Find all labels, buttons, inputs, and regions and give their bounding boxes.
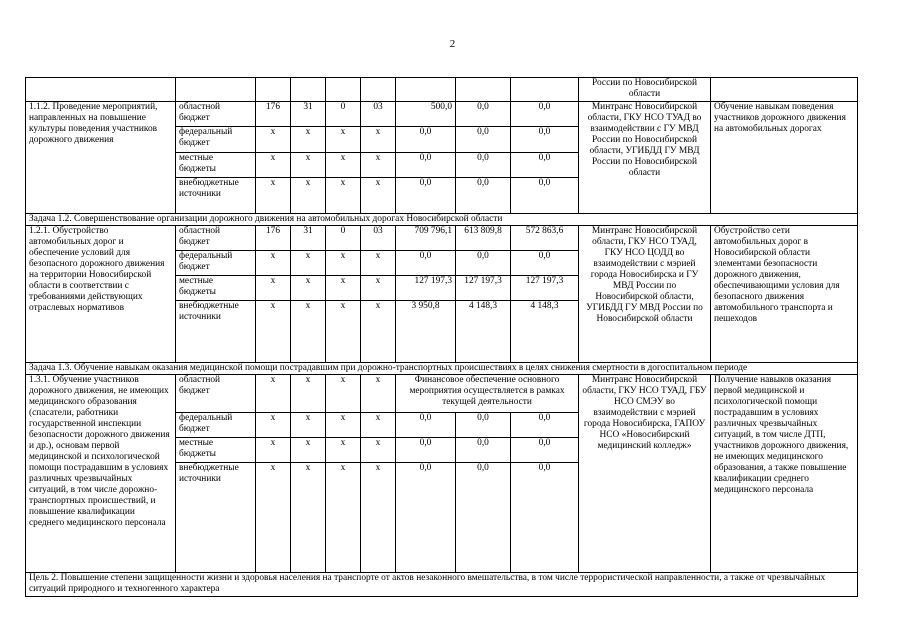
task-row	[26, 363, 858, 375]
executor-cell: Минтранс Новосибирской области, ГКУ НСО ТУАД во взаимодействии с ГУ МВД России по Новосибирской области, УГИБДД ГУ МВД России по Новосибирской области	[579, 102, 711, 214]
goal-heading: Цель 2. Повышение степени защищенности жизни и здоровья населения на транспорте от актов незаконного вмешательства, в том числе террористической направленности, а также от чрезвычайных ситуаций природного и техногенного характера	[26, 573, 858, 597]
table-row: внебюджетные источники x x x x 0,0 0,0 0,0	[26, 463, 858, 573]
table-row: федеральный бюджет x x x x 0,0 0,0 0,0	[26, 413, 858, 438]
measure-name: 1.1.2. Проведение мероприятий, направленных на повышение культуры поведения участников дорожного движения	[26, 102, 176, 214]
table-row: внебюджетные источники x x x x 3 950,8 4 148,3 4 148,3	[26, 301, 858, 363]
result-cell: Обучение навыкам поведения участников дорожного движения на автомобильных дорогах	[711, 102, 858, 214]
executor-cell: России по Новосибирской области	[579, 78, 711, 102]
task-heading: Задача 1.2. Совершенствование организации дорожного движения на автомобильных дорогах Новосибирской области	[26, 214, 858, 226]
table-row: местные бюджеты x x x x 127 197,3 127 197,3 127 197,3	[26, 276, 858, 301]
table-row: федеральный бюджет x x x x 0,0 0,0 0,0	[26, 251, 858, 276]
table-row: 1.3.1. Обучение участников дорожного движения, не имеющих медицинского образования (спасатели, работники государственной инспекции безопасности дорожного движения и др.), основам первой медицинской и психологической помощи пострадавшим в условиях различных чрезвычайных ситуаций, в том числе дорожно-транспортных происшествий, и повышение квалификации среднего медицинского персонала областной бюджет x x x x Финансовое обеспечение основного мероприятия осуществляется в рамках текущей деятельности Минтранс Новосибирской области, ГКУ НСО ТУАД, ГБУ НСО СМЭУ во взаимодействии с мэрией города Новосибирска, ГАПОУ НСО «Новосибирский медицинский колледж» Получение навыков оказания первой медицинской и психологической помощи пострадавшим в условиях различных чрезвычайных ситуаций, в том числе ДТП, участников дорожного движения, не имеющих медицинского образования, а также повышение квалификации среднего медицинского персонала	[26, 375, 858, 413]
table-row: федеральный бюджет x x x x 0,0 0,0 0,0	[26, 127, 858, 153]
measure-name: 1.2.1. Обустройство автомобильных дорог и обеспечение условий для безопасного дорожного движения на территории Новосибирской области в соответствии с требованиями действующих отраслевых нормативов	[26, 226, 176, 363]
task-row	[26, 214, 858, 226]
result-cell: Обустройство сети автомобильных дорог в Новосибирской области элементами безопасности дорожного движения, обеспечивающими условия для безопасного движения автомобильного транспорта и пешеходов	[711, 226, 858, 363]
executor-cell: Минтранс Новосибирской области, ГКУ НСО ТУАД, ГКУ НСО ЦОДД во взаимодействии с мэрией города Новосибирска и ГУ МВД России по Новосибирской области, УГИБДД ГУ МВД России по Новосибирской области	[579, 226, 711, 363]
goal-row	[26, 573, 858, 597]
measure-name: 1.3.1. Обучение участников дорожного движения, не имеющих медицинского образования (спасатели, работники государственной инспекции безопасности дорожного движения и др.), основам первой медицинской и психологической помощи пострадавшим в условиях различных чрезвычайных ситуаций, в том числе дорожно-транспортных происшествий, и повышение квалификации среднего медицинского персонала	[26, 375, 176, 573]
table-row: внебюджетные источники x x x x 0,0 0,0 0,0	[26, 178, 858, 214]
table-row: 1.2.1. Обустройство автомобильных дорог и обеспечение условий для безопасного дорожного движения на территории Новосибирской области в соответствии с требованиями действующих отраслевых нормативов областной бюджет 176 31 0 03 709 796,1 613 809,8 572 863,6 Минтранс Новосибирской области, ГКУ НСО ТУАД, ГКУ НСО ЦОДД во взаимодействии с мэрией города Новосибирска и ГУ МВД России по Новосибирской области, УГИБДД ГУ МВД России по Новосибирской области Обустройство сети автомобильных дорог в Новосибирской области элементами безопасности дорожного движения, обеспечивающими условия для безопасного движения автомобильного транспорта и пешеходов	[26, 226, 858, 251]
funding-note: Финансовое обеспечение основного мероприятия осуществляется в рамках текущей деятельности	[396, 375, 579, 413]
table-row	[26, 78, 858, 102]
page-number: 2	[449, 38, 456, 50]
table-row: местные бюджеты x x x x 0,0 0,0 0,0	[26, 438, 858, 463]
table-row: 1.1.2. Проведение мероприятий, направленных на повышение культуры поведения участников дорожного движения областной бюджет 176 31 0 03 500,0 0,0 0,0 Минтранс Новосибирской области, ГКУ НСО ТУАД во взаимодействии с ГУ МВД России по Новосибирской области, УГИБДД ГУ МВД России по Новосибирской области Обучение навыкам поведения участников дорожного движения на автомобильных дорогах	[26, 102, 858, 127]
table-row: местные бюджеты x x x x 0,0 0,0 0,0	[26, 153, 858, 178]
executor-cell: Минтранс Новосибирской области, ГКУ НСО ТУАД, ГБУ НСО СМЭУ во взаимодействии с мэрией города Новосибирска, ГАПОУ НСО «Новосибирский медицинский колледж»	[579, 375, 711, 573]
task-heading: Задача 1.3. Обучение навыкам оказания медицинской помощи пострадавшим при дорожно-транспортных происшествиях в целях снижения смертности в догоспитальном периоде	[26, 363, 858, 375]
program-table	[25, 77, 858, 597]
result-cell: Получение навыков оказания первой медицинской и психологической помощи пострадавшим в условиях различных чрезвычайных ситуаций, в том числе ДТП, участников дорожного движения, не имеющих медицинского образования, а также повышение квалификации среднего медицинского персонала	[711, 375, 858, 573]
